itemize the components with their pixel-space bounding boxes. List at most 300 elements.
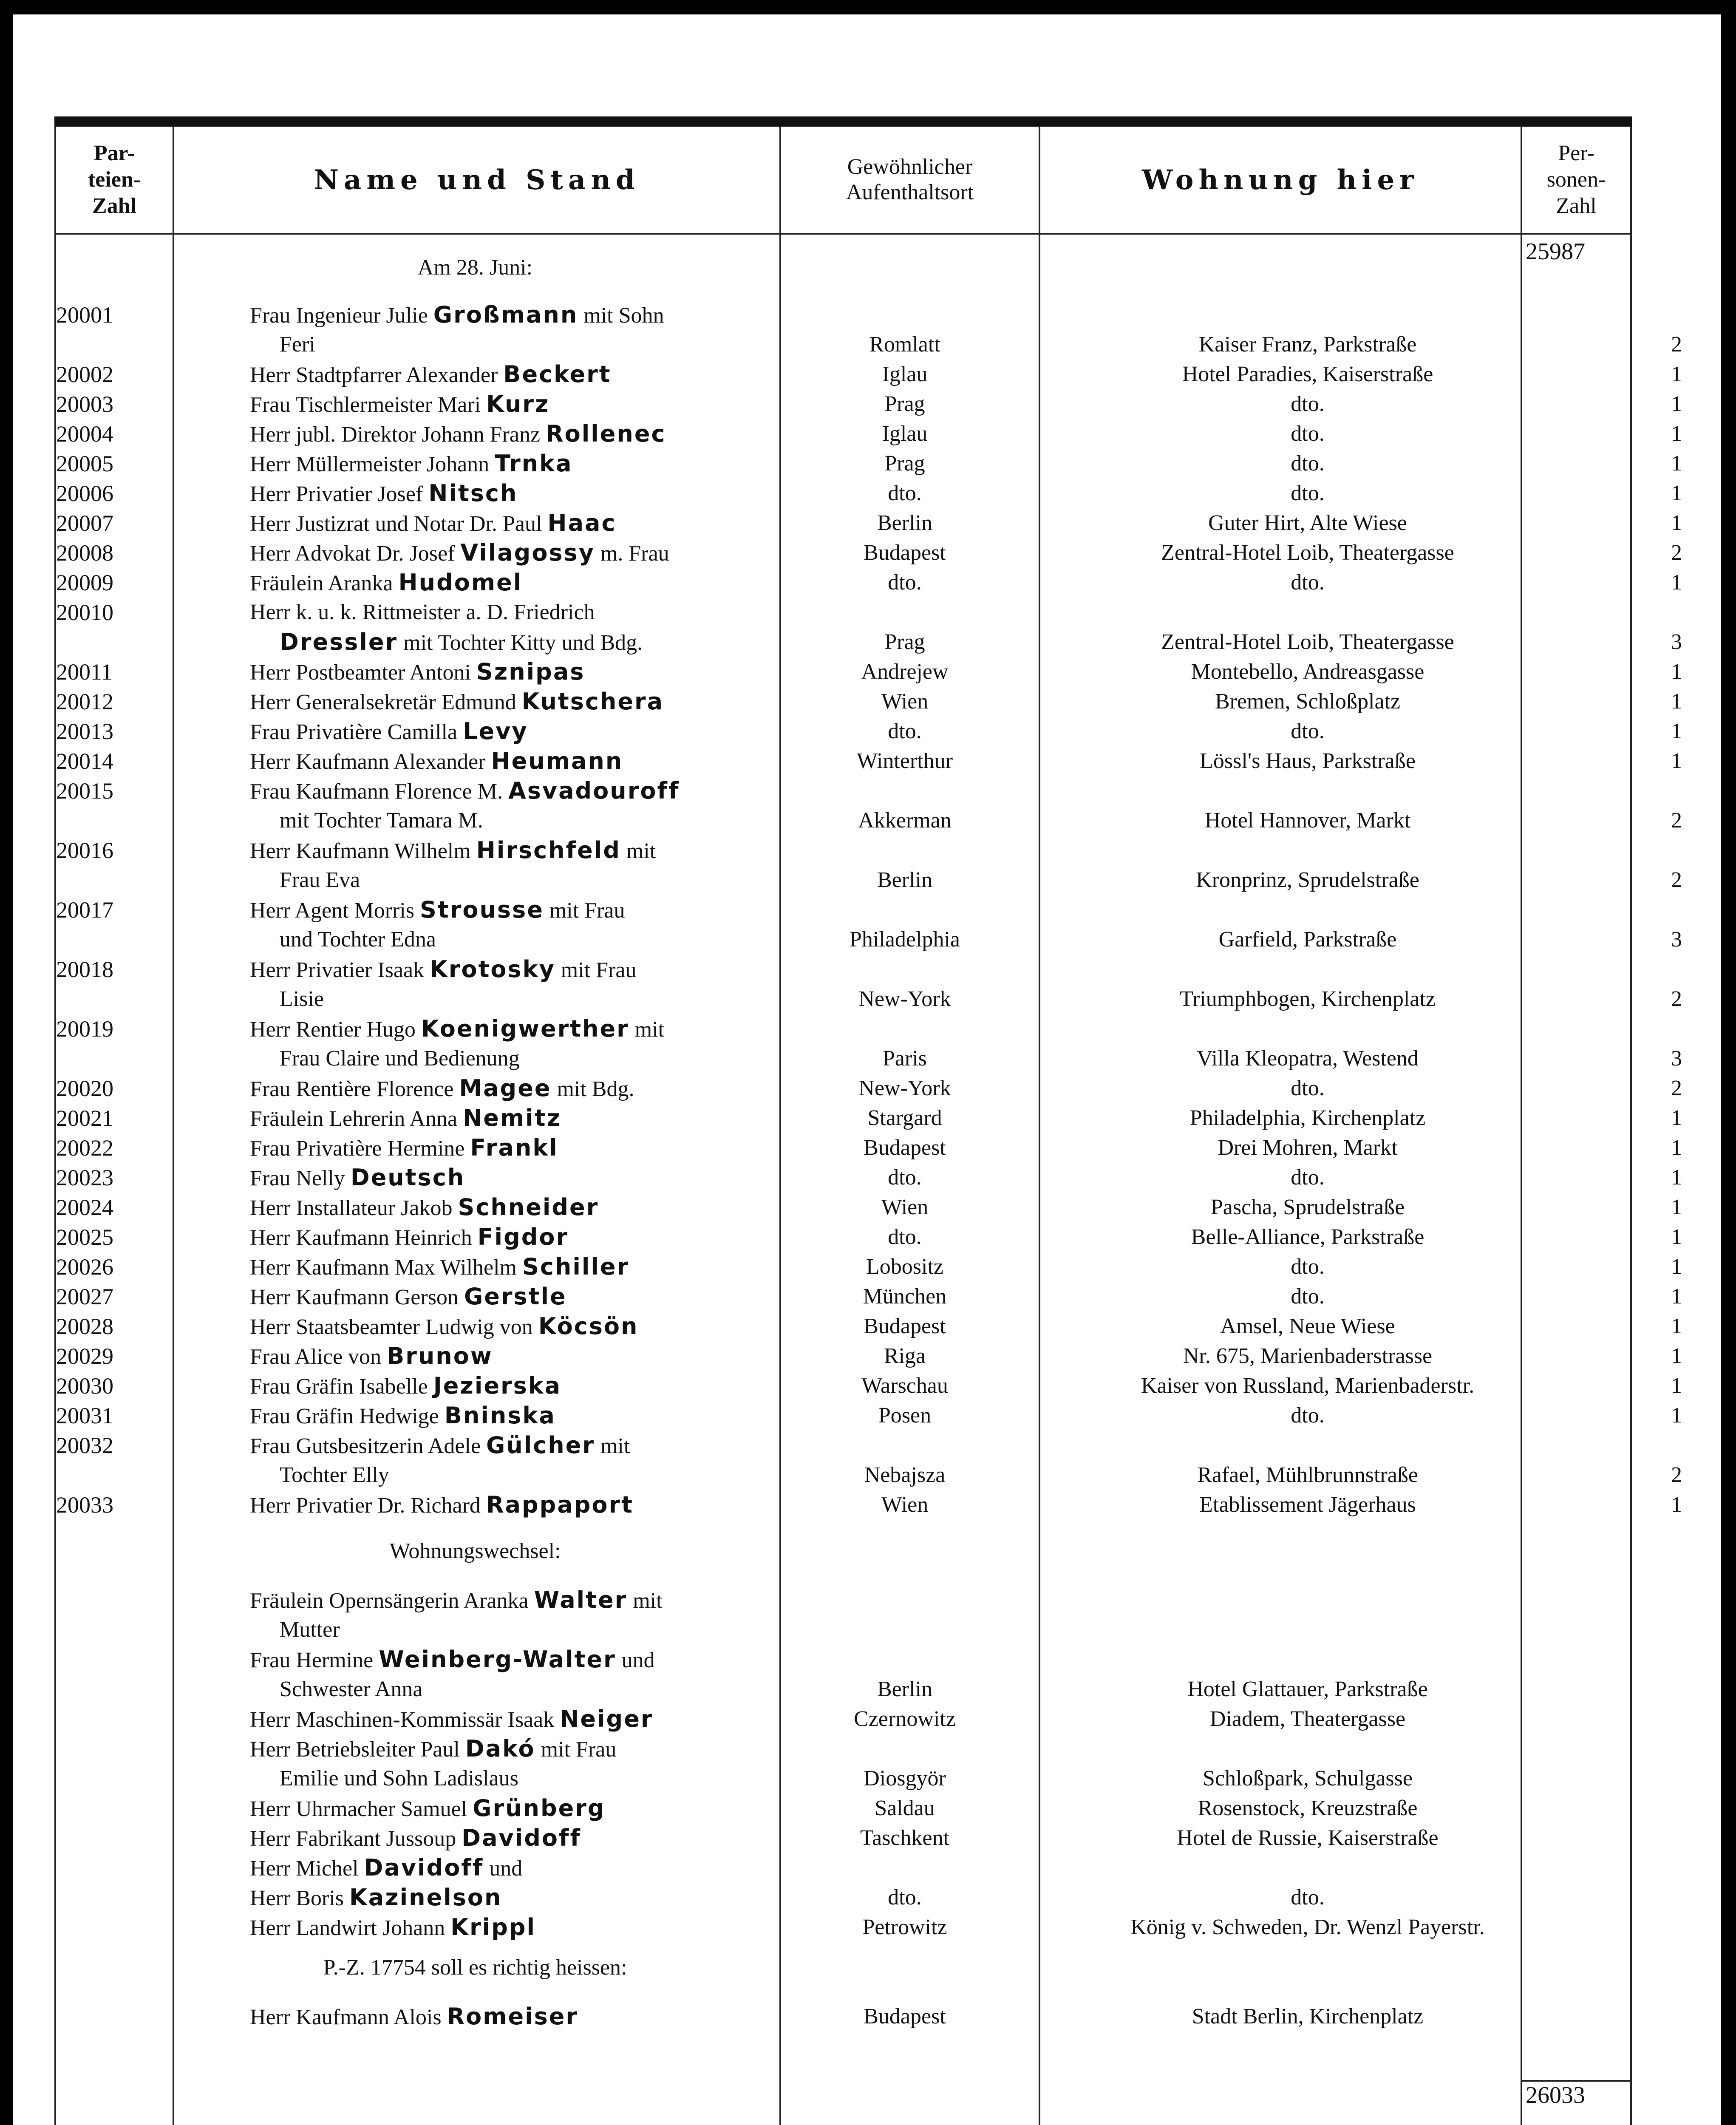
personen-zahl: 3 xyxy=(1671,927,1682,952)
entry-surname: Davidoff xyxy=(462,1825,581,1851)
parteien-zahl: 20017 xyxy=(56,897,113,923)
entry-title: Herr Agent Morris xyxy=(250,898,420,923)
section-date: Am 28. Juni: xyxy=(417,255,533,280)
aufenthaltsort: Prag xyxy=(884,630,925,654)
parteien-zahl: 20007 xyxy=(56,510,113,536)
wohnung: Kaiser von Russland, Marienbaderstr. xyxy=(1141,1374,1475,1398)
aufenthaltsort: Berlin xyxy=(877,868,932,892)
entry-surname: Walter xyxy=(534,1587,628,1613)
aufenthaltsort: Winterthur xyxy=(856,749,953,773)
entry-suffix: mit Frau xyxy=(535,1737,617,1762)
table-row xyxy=(54,895,1682,955)
personen-zahl: 1 xyxy=(1671,1374,1682,1398)
table-row xyxy=(54,1371,1682,1401)
aufenthaltsort: dto. xyxy=(888,719,922,743)
entry-name xyxy=(250,836,824,866)
entry-surname: Köcsön xyxy=(538,1313,639,1340)
wohnung: Pascha, Sprudelstraße xyxy=(1210,1195,1405,1219)
entry-suffix: mit xyxy=(627,1589,663,1613)
entry-surname: Figdor xyxy=(477,1224,569,1250)
entry-surname: Schneider xyxy=(458,1194,599,1221)
aufenthaltsort: Riga xyxy=(884,1344,926,1368)
parteien-zahl: 20025 xyxy=(56,1224,113,1250)
personen-zahl: 1 xyxy=(1671,689,1682,714)
parteien-zahl: 20031 xyxy=(56,1403,113,1428)
entry-surname: Jezierska xyxy=(433,1372,562,1399)
personen-zahl: 1 xyxy=(1671,1344,1682,1368)
entry-suffix: m. Frau xyxy=(595,541,669,566)
entry-name xyxy=(250,687,824,717)
entry-continuation: Frau Claire und Bedienung xyxy=(280,1046,520,1071)
entry-surname: Frankl xyxy=(470,1134,558,1161)
table-top-rule xyxy=(54,116,1632,127)
entry-suffix: mit Sohn xyxy=(578,303,664,328)
wohnung: dto. xyxy=(1291,570,1325,595)
entry-surname: Nemitz xyxy=(463,1105,561,1131)
entry-title: Herr Kaufmann Gerson xyxy=(250,1285,464,1309)
carried-total: 25987 xyxy=(1526,238,1585,265)
final-total: 26033 xyxy=(1522,2080,1630,2109)
table-row xyxy=(54,360,1682,389)
aufenthaltsort: Andrejew xyxy=(861,660,949,684)
aufenthaltsort: New-York xyxy=(858,987,951,1011)
entry-suffix: mit xyxy=(595,1434,630,1458)
aufenthaltsort: Nebajsza xyxy=(864,1463,946,1487)
entry-surname: Krotosky xyxy=(430,956,555,983)
entry-surname: Magee xyxy=(459,1075,552,1102)
entry-name xyxy=(250,419,824,450)
parteien-zahl: 20021 xyxy=(56,1105,113,1131)
entry-name xyxy=(250,955,824,985)
aufenthaltsort: Wien xyxy=(881,1195,929,1219)
entry-title: Herr Müllermeister Johann xyxy=(250,452,495,476)
wohnung: Amsel, Neue Wiese xyxy=(1220,1314,1395,1338)
entry-title: Herr Privatier Dr. Richard xyxy=(250,1493,486,1518)
personen-zahl: 2 xyxy=(1671,868,1682,892)
entry-continuation: Frau Eva xyxy=(280,868,360,892)
entry-surname: Romeiser xyxy=(447,2003,579,2030)
entry-name-continued xyxy=(280,1460,824,1490)
table-row xyxy=(54,1252,1682,1282)
table-row xyxy=(54,1823,1632,1853)
entry-suffix: mit xyxy=(620,839,656,863)
table-row xyxy=(54,1312,1682,1341)
table-row xyxy=(54,1794,1632,1823)
table-row xyxy=(54,687,1682,717)
parteien-zahl: 20009 xyxy=(56,570,113,595)
entry-title: Herr Betriebsleiter Paul xyxy=(250,1737,465,1762)
entry-name xyxy=(250,1341,824,1372)
personen-zahl: 1 xyxy=(1671,1195,1682,1219)
personen-zahl: 2 xyxy=(1671,332,1682,357)
aufenthaltsort: Saldau xyxy=(875,1796,935,1820)
header-parteien-zahl: Par- teien- Zahl xyxy=(88,141,141,218)
aufenthaltsort: Diosgyör xyxy=(864,1766,946,1791)
entry-title: Fräulein Lehrerin Anna xyxy=(250,1107,463,1131)
aufenthaltsort: dto. xyxy=(888,1225,922,1249)
entry-continuation: mit Tochter Tamara M. xyxy=(280,808,483,833)
entry-surname: Großmann xyxy=(433,301,578,328)
aufenthaltsort: Iglau xyxy=(882,422,928,446)
entry-surname: Vilagossy xyxy=(460,539,595,566)
entry-title: Herr k. u. k. Rittmeister a. D. Friedrich xyxy=(250,600,595,624)
parteien-zahl: 20019 xyxy=(56,1016,113,1042)
table-row xyxy=(54,1912,1632,1942)
aufenthaltsort: dto. xyxy=(888,1165,922,1190)
table-row xyxy=(54,389,1682,419)
table-row xyxy=(54,538,1682,568)
wohnung: dto. xyxy=(1291,1076,1325,1100)
parteien-zahl: 20030 xyxy=(56,1373,113,1399)
table-row xyxy=(54,300,1682,360)
entry-continuation: Mutter xyxy=(280,1618,340,1642)
personen-zahl: 2 xyxy=(1671,1076,1682,1100)
entry-title: Herr Uhrmacher Samuel xyxy=(250,1797,473,1821)
personen-zahl: 1 xyxy=(1671,1314,1682,1338)
table-row xyxy=(54,657,1682,687)
entry-name xyxy=(250,1193,824,1223)
header-wohnung-hier: Wohnung hier xyxy=(1142,164,1419,196)
entry-title: Herr Boris xyxy=(250,1886,349,1910)
entry-title: Herr Staatsbeamter Ludwig von xyxy=(250,1315,538,1339)
entry-surname: Sznipas xyxy=(476,658,585,685)
entry-title: Herr Installateur Jakob xyxy=(250,1196,458,1220)
wohnung: Kronprinz, Sprudelstraße xyxy=(1196,868,1419,892)
table-row xyxy=(54,836,1682,895)
entry-name xyxy=(250,1074,824,1104)
aufenthaltsort: Warschau xyxy=(861,1374,948,1398)
personen-zahl: 2 xyxy=(1671,808,1682,833)
entry-title: Frau Hermine xyxy=(250,1648,379,1672)
entry-title: Herr Privatier Isaak xyxy=(250,958,430,982)
entry-name-continued xyxy=(280,1764,824,1794)
entry-name xyxy=(250,568,824,598)
wohnung: Drei Mohren, Markt xyxy=(1218,1136,1398,1160)
parteien-zahl: 20023 xyxy=(56,1165,113,1190)
wohnung: Rosenstock, Kreuzstraße xyxy=(1198,1796,1418,1820)
table-row xyxy=(54,1853,1632,1883)
entry-continuation: mit Tochter Kitty und Bdg. xyxy=(398,631,643,655)
entry-suffix: und xyxy=(484,1856,523,1881)
table-row xyxy=(54,1734,1632,1794)
parteien-zahl: 20018 xyxy=(56,957,113,982)
entry-name-continued xyxy=(280,1674,824,1704)
entry-title: Fräulein Aranka xyxy=(250,571,399,595)
wohnung: Kaiser Franz, Parkstraße xyxy=(1198,332,1417,357)
entry-name xyxy=(250,508,824,539)
wohnung: dto. xyxy=(1291,1284,1325,1309)
parteien-zahl: 20024 xyxy=(56,1195,113,1220)
entry-name-continued xyxy=(280,1044,824,1074)
entry-name xyxy=(250,1645,824,1675)
entry-surname: Beckert xyxy=(503,361,612,388)
entry-suffix: mit xyxy=(629,1017,665,1042)
wohnung: Diadem, Theatergasse xyxy=(1209,1707,1406,1731)
entry-title: Frau Gräfin Hedwige xyxy=(250,1404,445,1428)
entry-name-continued xyxy=(280,627,824,658)
aufenthaltsort: Paris xyxy=(883,1046,927,1071)
wohnung: Villa Kleopatra, Westend xyxy=(1197,1046,1419,1071)
entry-surname: Neiger xyxy=(560,1706,654,1732)
wohnung: Rafael, Mühlbrunnstraße xyxy=(1197,1463,1418,1487)
entry-name-continued xyxy=(280,330,824,360)
aufenthaltsort: Czernowitz xyxy=(854,1707,956,1731)
section-correction: P.-Z. 17754 soll es richtig heissen: xyxy=(323,1955,627,1980)
entry-name xyxy=(250,1133,824,1164)
entry-name-continued xyxy=(280,925,824,955)
table-row xyxy=(54,598,1682,657)
personen-zahl: 1 xyxy=(1671,660,1682,684)
wohnung: König v. Schweden, Dr. Wenzl Payerstr. xyxy=(1130,1915,1485,1939)
parteien-zahl: 20016 xyxy=(56,838,113,863)
aufenthaltsort: Stargard xyxy=(867,1106,942,1130)
aufenthaltsort: Berlin xyxy=(877,1677,932,1701)
entry-name xyxy=(250,1312,824,1342)
parteien-zahl: 20014 xyxy=(56,748,113,774)
aufenthaltsort: Budapest xyxy=(864,2004,946,2029)
parteien-zahl: 20032 xyxy=(56,1433,113,1458)
wohnung: Belle-Alliance, Parkstraße xyxy=(1191,1225,1424,1249)
entry-surname: Grünberg xyxy=(473,1795,606,1822)
table-row xyxy=(54,1193,1682,1222)
table-row xyxy=(54,717,1682,746)
entry-title: Herr Kaufmann Alexander xyxy=(250,750,491,774)
entry-surname: Kutschera xyxy=(521,688,664,715)
parteien-zahl: 20003 xyxy=(56,391,113,417)
entry-surname: Hirschfeld xyxy=(476,837,621,864)
entry-continuation: Lisie xyxy=(280,987,324,1011)
entry-continuation: Feri xyxy=(280,332,315,357)
parteien-zahl: 20015 xyxy=(56,778,113,804)
wohnung: dto. xyxy=(1291,1885,1325,1910)
table-row xyxy=(54,508,1682,538)
table-row xyxy=(54,568,1682,598)
personen-zahl: 1 xyxy=(1671,749,1682,773)
entry-name xyxy=(250,479,824,509)
entry-name xyxy=(250,1222,824,1253)
entry-suffix: mit Frau xyxy=(555,958,637,982)
aufenthaltsort: München xyxy=(863,1284,947,1309)
table-row xyxy=(54,1133,1682,1163)
wohnung: Zentral-Hotel Loib, Theatergasse xyxy=(1161,630,1454,654)
personen-zahl: 1 xyxy=(1671,511,1682,535)
entry-title: Frau Tischlermeister Mari xyxy=(250,393,487,417)
entry-continuation: und Tochter Edna xyxy=(280,927,436,952)
entry-surname: Kazinelson xyxy=(349,1884,502,1911)
table-row xyxy=(54,449,1682,479)
entry-name xyxy=(250,1734,824,1765)
personen-zahl: 1 xyxy=(1671,1136,1682,1160)
personen-zahl: 1 xyxy=(1671,1225,1682,1249)
parteien-zahl: 20008 xyxy=(56,540,113,566)
personen-zahl: 1 xyxy=(1671,1165,1682,1190)
table-row xyxy=(54,1163,1682,1193)
entry-surname: Bninska xyxy=(444,1402,556,1429)
table-row xyxy=(54,479,1682,508)
entry-name xyxy=(250,717,824,747)
entry-title: Herr Kaufmann Max Wilhelm xyxy=(250,1255,522,1280)
entry-title: Fräulein Opernsängerin Aranka xyxy=(250,1589,534,1613)
entry-surname: Asvadouroff xyxy=(508,777,680,804)
parteien-zahl: 20006 xyxy=(56,481,113,506)
entry-name xyxy=(250,1585,824,1616)
entry-title: Herr Stadtpfarrer Alexander xyxy=(250,363,504,387)
entry-name xyxy=(250,300,824,331)
personen-zahl: 3 xyxy=(1671,630,1682,654)
aufenthaltsort: Taschkent xyxy=(860,1826,950,1850)
table-row xyxy=(54,2002,1632,2032)
personen-zahl: 1 xyxy=(1671,1284,1682,1309)
aufenthaltsort: dto. xyxy=(888,570,922,595)
parteien-zahl: 20012 xyxy=(56,689,113,714)
wohnung: Guter Hirt, Alte Wiese xyxy=(1208,511,1407,535)
parteien-zahl: 20033 xyxy=(56,1492,113,1518)
entry-name xyxy=(250,1401,824,1431)
entry-name xyxy=(250,776,824,807)
table-row xyxy=(54,955,1682,1014)
wohnung: Nr. 675, Marienbaderstrasse xyxy=(1183,1344,1433,1368)
entry-name xyxy=(250,1853,824,1884)
table-row xyxy=(54,776,1682,836)
entry-surname: Koenigwerther xyxy=(421,1015,629,1042)
table-row xyxy=(54,1014,1682,1074)
entry-surname: Hudomel xyxy=(398,569,523,596)
wohnung: dto. xyxy=(1291,392,1325,416)
table-row xyxy=(54,746,1682,776)
header-aufenthaltsort: Gewöhnlicher Aufenthaltsort xyxy=(846,155,974,204)
entry-title: Herr Fabrikant Jussoup xyxy=(250,1827,462,1851)
entry-continuation: Tochter Elly xyxy=(280,1463,389,1487)
entry-suffix: mit Bdg. xyxy=(551,1077,634,1101)
entry-continuation: Schwester Anna xyxy=(280,1677,423,1701)
wohnung: Bremen, Schloßplatz xyxy=(1215,689,1401,714)
wohnung: Stadt Berlin, Kirchenplatz xyxy=(1192,2004,1424,2029)
entry-name xyxy=(250,1912,824,1943)
entry-name xyxy=(250,1704,824,1735)
personen-zahl: 1 xyxy=(1671,451,1682,476)
entry-name-continued xyxy=(280,865,824,895)
personen-zahl: 1 xyxy=(1671,422,1682,446)
entry-name xyxy=(250,1823,824,1854)
entry-name-continued xyxy=(280,1615,824,1645)
table-row xyxy=(54,1883,1632,1912)
wohnung: dto. xyxy=(1291,451,1325,476)
entry-surname: Trnka xyxy=(495,450,573,477)
personen-zahl: 2 xyxy=(1671,987,1682,1011)
entry-title: Herr Michel xyxy=(250,1856,364,1881)
entry-title: Herr Generalsekretär Edmund xyxy=(250,690,522,714)
personen-zahl: 2 xyxy=(1671,541,1682,565)
wohnung: dto. xyxy=(1291,422,1325,446)
wohnung: Hotel de Russie, Kaiserstraße xyxy=(1177,1826,1439,1850)
table-row xyxy=(54,1431,1682,1490)
table-row xyxy=(54,1585,1632,1645)
parteien-zahl: 20002 xyxy=(56,362,113,387)
wohnung: Etablissement Jägerhaus xyxy=(1199,1493,1416,1517)
entry-title: Frau Ingenieur Julie xyxy=(250,303,433,328)
entry-surname: Haac xyxy=(547,510,617,536)
aufenthaltsort: Posen xyxy=(878,1403,932,1428)
header-divider xyxy=(54,233,1632,235)
personen-zahl: 1 xyxy=(1671,1255,1682,1279)
entry-title: Frau Rentière Florence xyxy=(250,1077,459,1101)
entry-title: Herr Advokat Dr. Josef xyxy=(250,541,461,566)
entry-name xyxy=(250,1371,824,1402)
entry-title: Herr Rentier Hugo xyxy=(250,1017,421,1042)
parteien-zahl: 20011 xyxy=(56,659,113,685)
personen-zahl: 1 xyxy=(1671,481,1682,505)
header-personen-zahl: Per- sonen- Zahl xyxy=(1546,141,1606,218)
entry-continuation: Emilie und Sohn Ladislaus xyxy=(280,1766,518,1791)
aufenthaltsort: Budapest xyxy=(864,1314,946,1338)
entry-title: Frau Privatière Hermine xyxy=(250,1136,470,1161)
aufenthaltsort: Iglau xyxy=(882,362,928,386)
parteien-zahl: 20027 xyxy=(56,1284,113,1309)
aufenthaltsort: New-York xyxy=(858,1076,951,1100)
entry-name-continued xyxy=(280,806,824,836)
wohnung: Hotel Paradies, Kaiserstraße xyxy=(1182,362,1433,386)
aufenthaltsort: Philadelphia xyxy=(850,927,960,952)
wohnung: dto. xyxy=(1291,1403,1325,1428)
wohnung: Schloßpark, Schulgasse xyxy=(1203,1766,1413,1791)
personen-zahl: 1 xyxy=(1671,570,1682,595)
entry-title: Frau Alice von xyxy=(250,1345,387,1369)
table-row xyxy=(54,1222,1682,1252)
header-name-und-stand: Name und Stand xyxy=(314,164,640,196)
entry-suffix: mit Frau xyxy=(544,898,625,923)
aufenthaltsort: Lobositz xyxy=(866,1255,943,1279)
aufenthaltsort: Budapest xyxy=(864,541,946,565)
personen-zahl: 1 xyxy=(1671,1106,1682,1130)
entry-name xyxy=(250,389,824,420)
wohnung: Montebello, Andreasgasse xyxy=(1191,660,1424,684)
entry-suffix: und xyxy=(616,1648,655,1672)
entry-name xyxy=(250,1282,824,1312)
entry-title: Frau Nelly xyxy=(250,1166,351,1190)
scan-border-right xyxy=(1721,0,1736,2125)
table-row xyxy=(54,1282,1682,1312)
table-row xyxy=(54,1645,1632,1704)
parteien-zahl: 20005 xyxy=(56,451,113,476)
entry-name xyxy=(250,1252,824,1283)
parteien-zahl: 20013 xyxy=(56,719,113,744)
parteien-zahl: 20022 xyxy=(56,1135,113,1161)
entry-surname: Levy xyxy=(463,718,528,745)
entry-title: Frau Privatière Camilla xyxy=(250,720,463,744)
wohnung: Lössl's Haus, Parkstraße xyxy=(1200,749,1416,773)
aufenthaltsort: Prag xyxy=(884,451,925,476)
table-row xyxy=(54,1401,1682,1431)
aufenthaltsort: Budapest xyxy=(864,1136,946,1160)
entry-surname: Weinberg-Walter xyxy=(379,1646,616,1673)
table-row xyxy=(54,1704,1632,1734)
parteien-zahl: 20004 xyxy=(56,421,113,447)
entry-title: Herr Kaufmann Alois xyxy=(250,2005,447,2029)
wohnung: dto. xyxy=(1291,1255,1325,1279)
entry-surname: Strousse xyxy=(420,896,544,923)
personen-zahl: 1 xyxy=(1671,1493,1682,1517)
aufenthaltsort: Wien xyxy=(881,689,929,714)
entry-name xyxy=(250,1103,824,1134)
personen-zahl: 1 xyxy=(1671,392,1682,416)
entry-name xyxy=(250,1163,824,1193)
entry-surname: Rollenec xyxy=(546,420,666,447)
table-row xyxy=(54,1103,1682,1133)
entry-surname: Gerstle xyxy=(464,1283,567,1310)
entry-title: Herr Postbeamter Antoni xyxy=(250,660,476,685)
entry-name xyxy=(250,1883,824,1913)
entry-name-continued xyxy=(280,984,824,1014)
